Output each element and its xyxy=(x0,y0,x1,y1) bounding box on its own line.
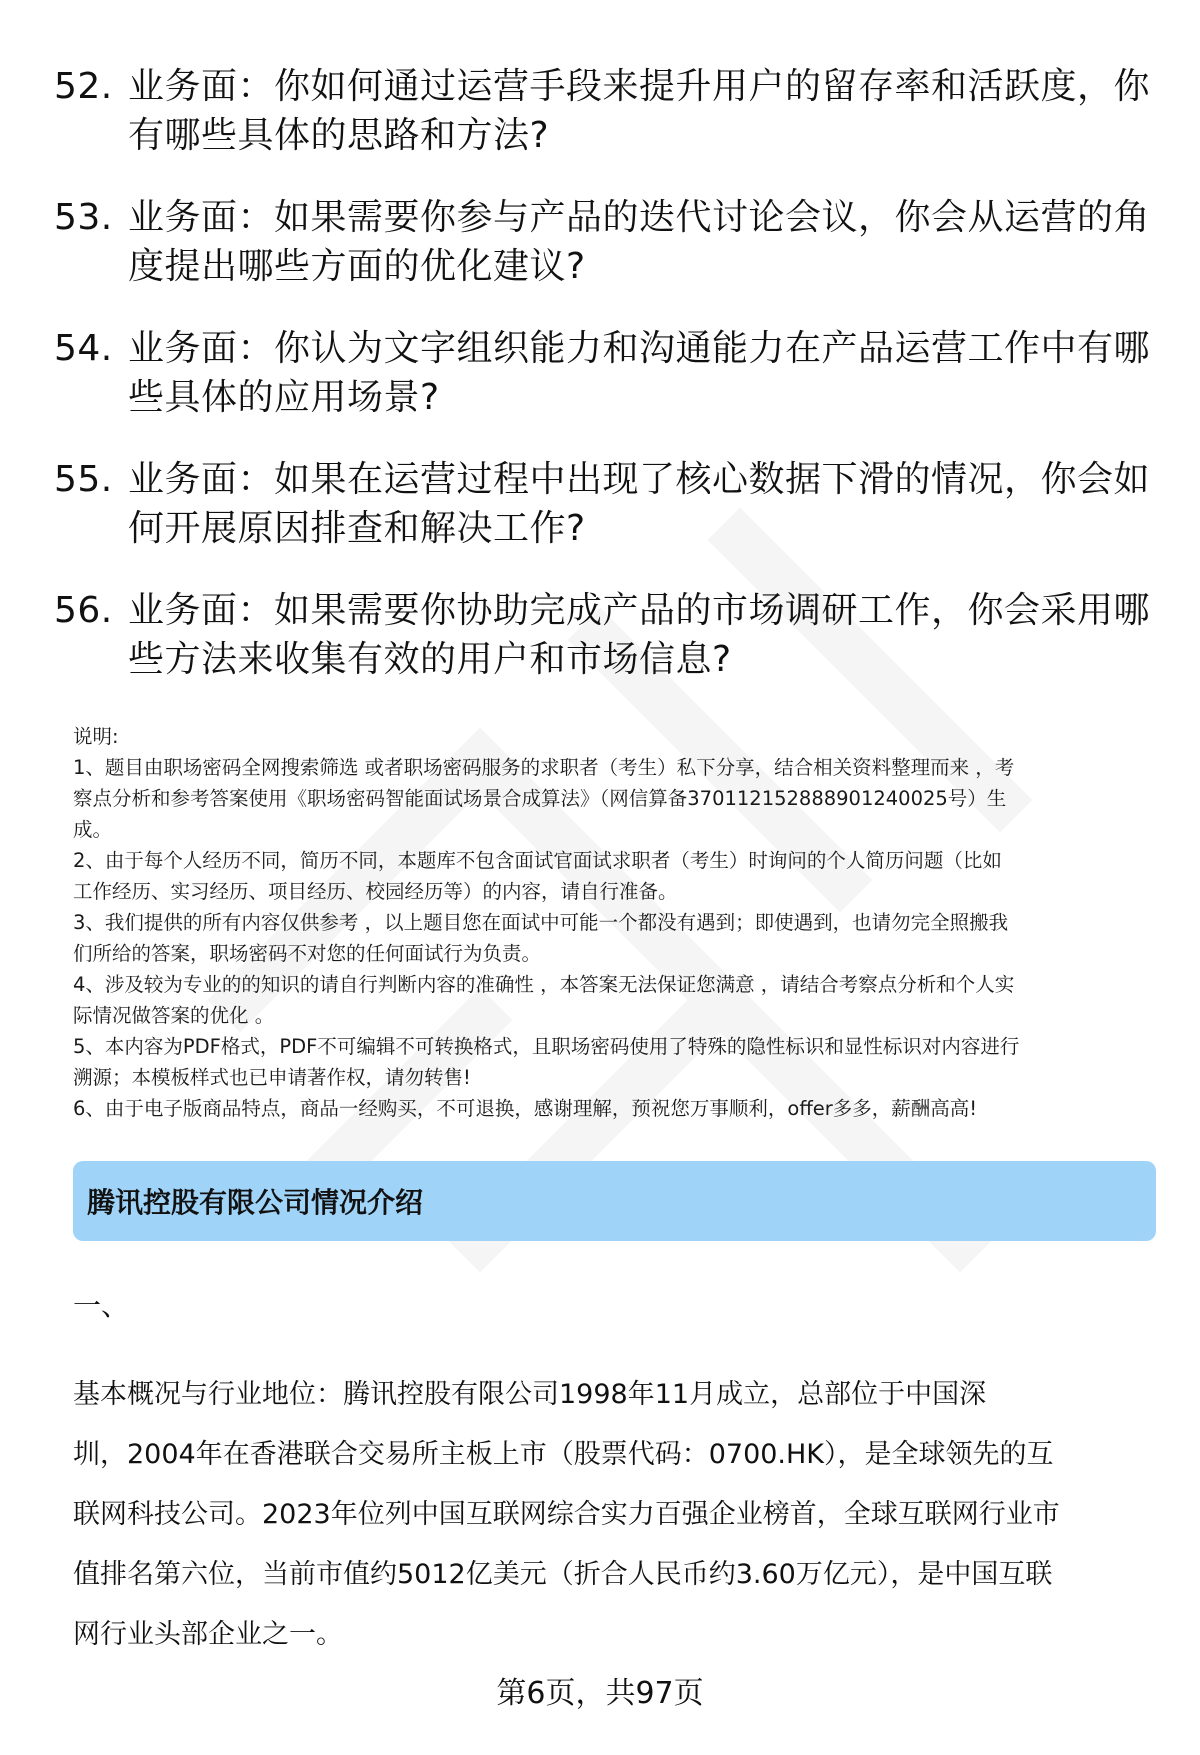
note-line: 们所给的答案，职场密码不对您的任何面试行为负责。 xyxy=(73,942,542,965)
note-line: 工作经历、实习经历、项目经历、校园经历等）的内容，请自行准备。 xyxy=(73,880,678,903)
note-item xyxy=(73,969,1158,1031)
question-number: 55. xyxy=(54,459,113,500)
question-line: 业务面：你如何通过运营手段来提升用户的留存率和活跃度，你 xyxy=(128,66,1151,107)
question-text xyxy=(128,193,1154,291)
note-line: 察点分析和参考答案使用《职场密码智能面试场景合成算法》（网信算备370112152888901240025号）生 xyxy=(73,787,1007,810)
paragraph-line: 基本概况与行业地位：腾讯控股有限公司1998年11月成立，总部位于中国深 xyxy=(73,1379,987,1410)
question-line: 有哪些具体的思路和方法? xyxy=(128,115,550,156)
note-line: 4、涉及较为专业的的知识的请自行判断内容的准确性 ，本答案无法保证您满意 ，请结合考察点分析和个人实 xyxy=(73,973,1015,996)
section-header-bar xyxy=(73,1161,1156,1241)
question-item xyxy=(54,62,1154,160)
question-line: 业务面：如果需要你参与产品的迭代讨论会议，你会从运营的角 xyxy=(128,197,1151,238)
question-text xyxy=(128,455,1154,553)
question-list xyxy=(54,62,1154,717)
question-number: 53. xyxy=(54,197,113,238)
question-number: 54. xyxy=(54,328,113,369)
question-item xyxy=(54,455,1154,553)
question-item xyxy=(54,586,1154,684)
note-item xyxy=(73,907,1158,969)
note-item xyxy=(73,1031,1158,1093)
question-item xyxy=(54,324,1154,422)
note-line: 际情况做答案的优化 。 xyxy=(73,1004,275,1027)
note-item xyxy=(73,752,1158,845)
note-line: 1、题目由职场密码全网搜索筛选 或者职场密码服务的求职者（考生）私下分享，结合相关资料整理而来 ，考 xyxy=(73,756,1015,779)
paragraph-line: 网行业头部企业之一。 xyxy=(73,1619,343,1650)
question-line: 度提出哪些方面的优化建议? xyxy=(128,246,586,287)
question-line: 业务面：如果在运营过程中出现了核心数据下滑的情况，你会如 xyxy=(128,459,1151,500)
question-item xyxy=(54,193,1154,291)
disclaimer-notes xyxy=(73,721,1158,1124)
question-text xyxy=(128,586,1154,684)
question-line: 业务面：你认为文字组织能力和沟通能力在产品运营工作中有哪 xyxy=(128,328,1151,369)
note-line: 溯源；本模板样式也已申请著作权，请勿转售! xyxy=(73,1066,471,1089)
question-line: 业务面：如果需要你协助完成产品的市场调研工作，你会采用哪 xyxy=(128,590,1151,631)
question-line: 些具体的应用场景? xyxy=(128,377,440,418)
company-overview-paragraph xyxy=(73,1365,1163,1665)
question-number: 56. xyxy=(54,590,113,631)
note-line: 5、本内容为PDF格式，PDF不可编辑不可转换格式，且职场密码使用了特殊的隐性标识和显性标识对内容进行 xyxy=(73,1035,1020,1058)
question-text xyxy=(128,324,1154,422)
paragraph-line: 联网科技公司。2023年位列中国互联网综合实力百强企业榜首，全球互联网行业市 xyxy=(73,1499,1060,1530)
notes-title: 说明: xyxy=(73,725,119,748)
question-line: 何开展原因排查和解决工作? xyxy=(128,508,586,549)
paragraph-line: 值排名第六位，当前市值约5012亿美元（折合人民币约3.60万亿元），是中国互联 xyxy=(73,1559,1053,1590)
note-item xyxy=(73,1093,1158,1124)
paragraph-line: 圳，2004年在香港联合交易所主板上市（股票代码：0700.HK），是全球领先的互 xyxy=(73,1439,1054,1470)
question-text xyxy=(128,62,1154,160)
question-number: 52. xyxy=(54,66,113,107)
note-item xyxy=(73,845,1158,907)
note-line: 2、由于每个人经历不同，简历不同，本题库不包含面试官面试求职者（考生）时询问的个人简历问题（比如 xyxy=(73,849,1002,872)
page-number: 第6页，共97页 xyxy=(496,1676,704,1711)
note-line: 6、由于电子版商品特点，商品一经购买，不可退换，感谢理解，预祝您万事顺利，offer多多，薪酬高高! xyxy=(73,1097,978,1120)
question-line: 些方法来收集有效的用户和市场信息? xyxy=(128,639,732,680)
section-subheading: 一、 xyxy=(73,1289,130,1322)
section-title: 腾讯控股有限公司情况介绍 xyxy=(87,1186,424,1219)
note-line: 成。 xyxy=(73,818,113,841)
note-line: 3、我们提供的所有内容仅供参考 ，以上题目您在面试中可能一个都没有遇到；即使遇到，也请勿完全照搬我 xyxy=(73,911,1009,934)
